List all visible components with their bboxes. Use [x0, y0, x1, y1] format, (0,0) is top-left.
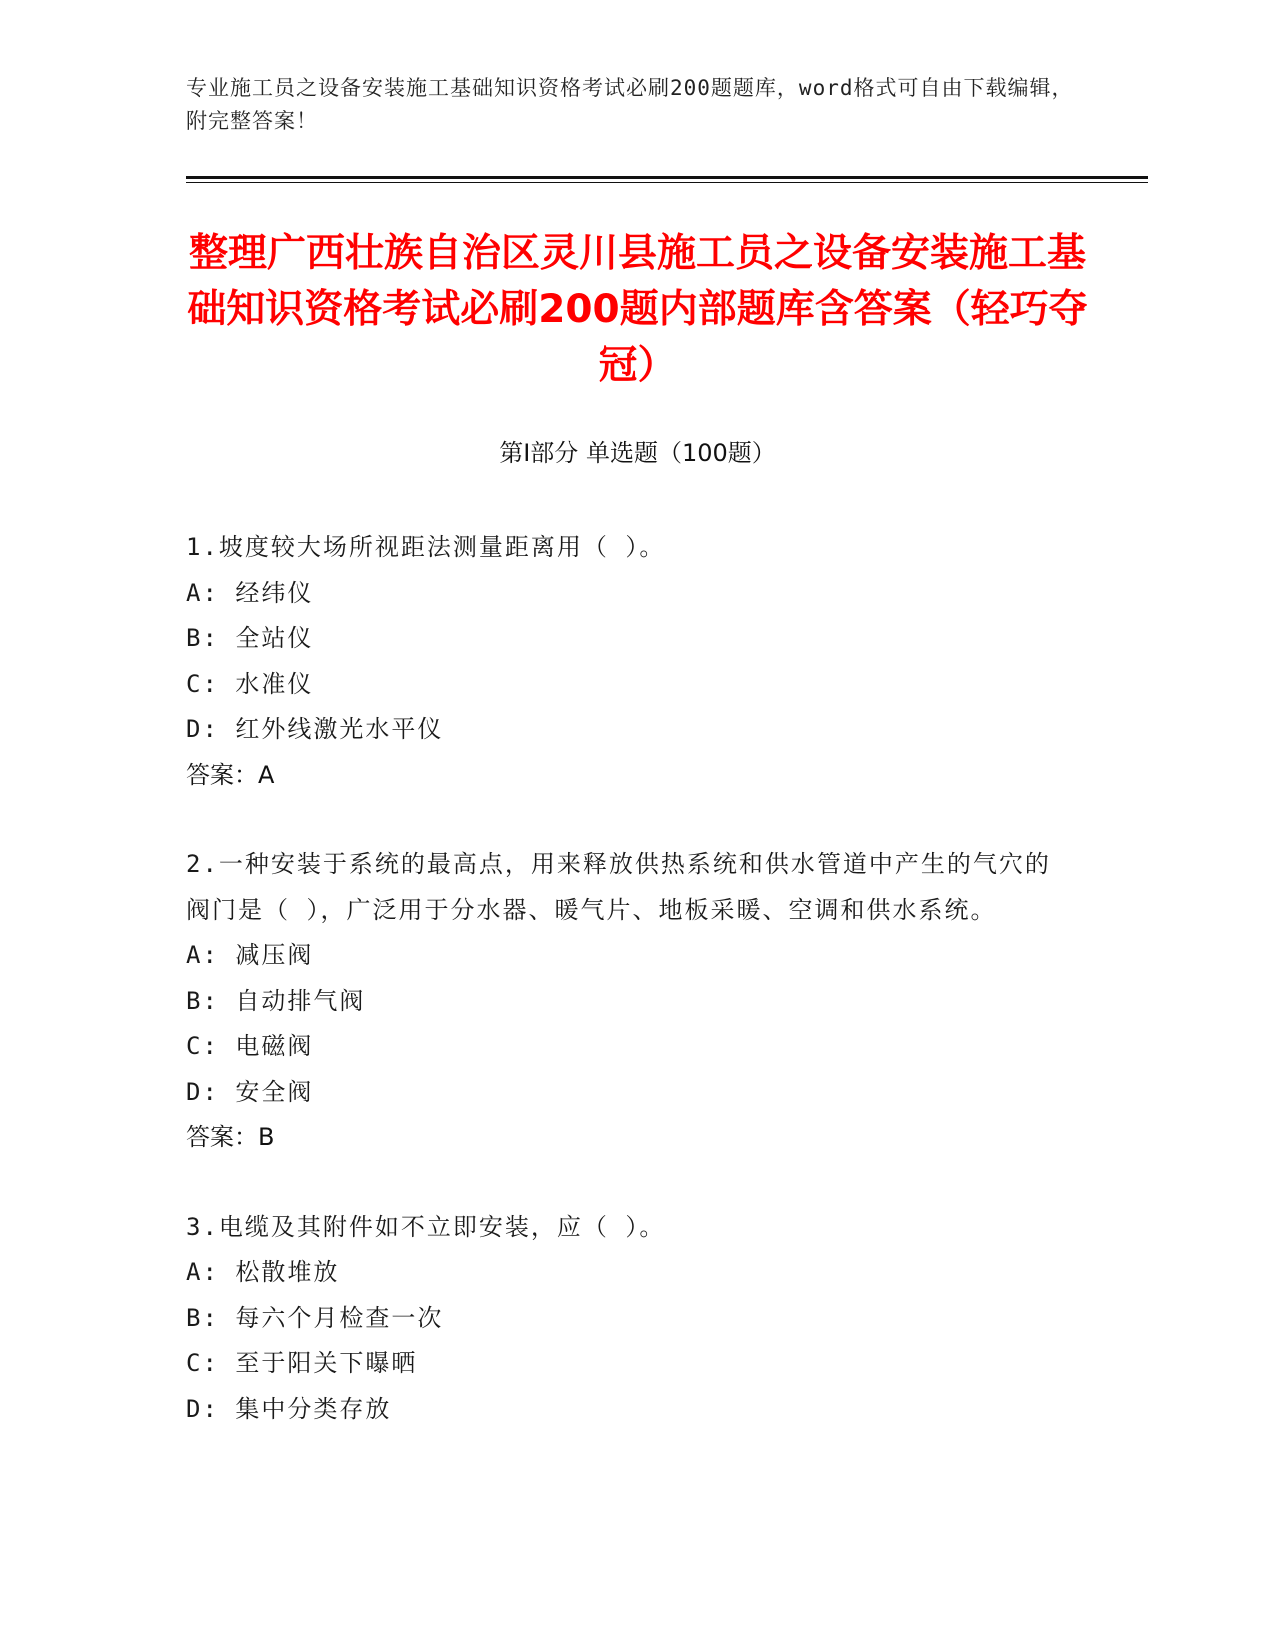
question-stem: 3.电缆及其附件如不立即安装，应（ ）。 [186, 1212, 666, 1241]
option-d: D: 集中分类存放 [186, 1394, 392, 1423]
option-d: D: 红外线激光水平仪 [186, 715, 444, 743]
question-2 [186, 842, 1071, 1161]
answer-line: 答案：B [186, 1123, 275, 1151]
option-c: C: 电磁阀 [186, 1032, 314, 1060]
question-stem: 2.一种安装于系统的最高点，用来释放供热系统和供水管道中产生的气穴的阀门是（ ），广泛用于分水器、暖气片、地板采暖、空调和供水系统。 [186, 850, 1051, 924]
option-a: A: 松散堆放 [186, 1258, 340, 1286]
option-b: B: 全站仪 [186, 624, 314, 652]
option-c: C: 水准仪 [186, 669, 314, 698]
document-title: 整理广西壮族自治区灵川县施工员之设备安装施工基础知识资格考试必刷200题内部题库含答案（轻巧夺冠） [187, 231, 1088, 388]
header-divider-thin [186, 182, 1148, 183]
option-b: B: 每六个月检查一次 [186, 1303, 444, 1332]
option-d: D: 安全阀 [186, 1077, 314, 1106]
question-3 [186, 1205, 1071, 1433]
option-a: A: 经纬仪 [186, 578, 314, 607]
option-a: A: 减压阀 [186, 941, 314, 969]
question-list [186, 525, 1071, 1476]
answer-line: 答案：A [186, 760, 275, 789]
option-c: C: 至于阳关下曝晒 [186, 1349, 418, 1377]
question-1 [186, 525, 1071, 798]
header-divider [186, 176, 1148, 179]
question-stem: 1.坡度较大场所视距法测量距离用（ ）。 [186, 533, 666, 561]
header-note: 专业施工员之设备安装施工基础知识资格考试必刷200题题库，word格式可自由下载编辑，附完整答案！ [186, 76, 1074, 133]
option-b: B: 自动排气阀 [186, 986, 366, 1015]
section-heading: 第I部分 单选题（100题） [499, 439, 776, 467]
